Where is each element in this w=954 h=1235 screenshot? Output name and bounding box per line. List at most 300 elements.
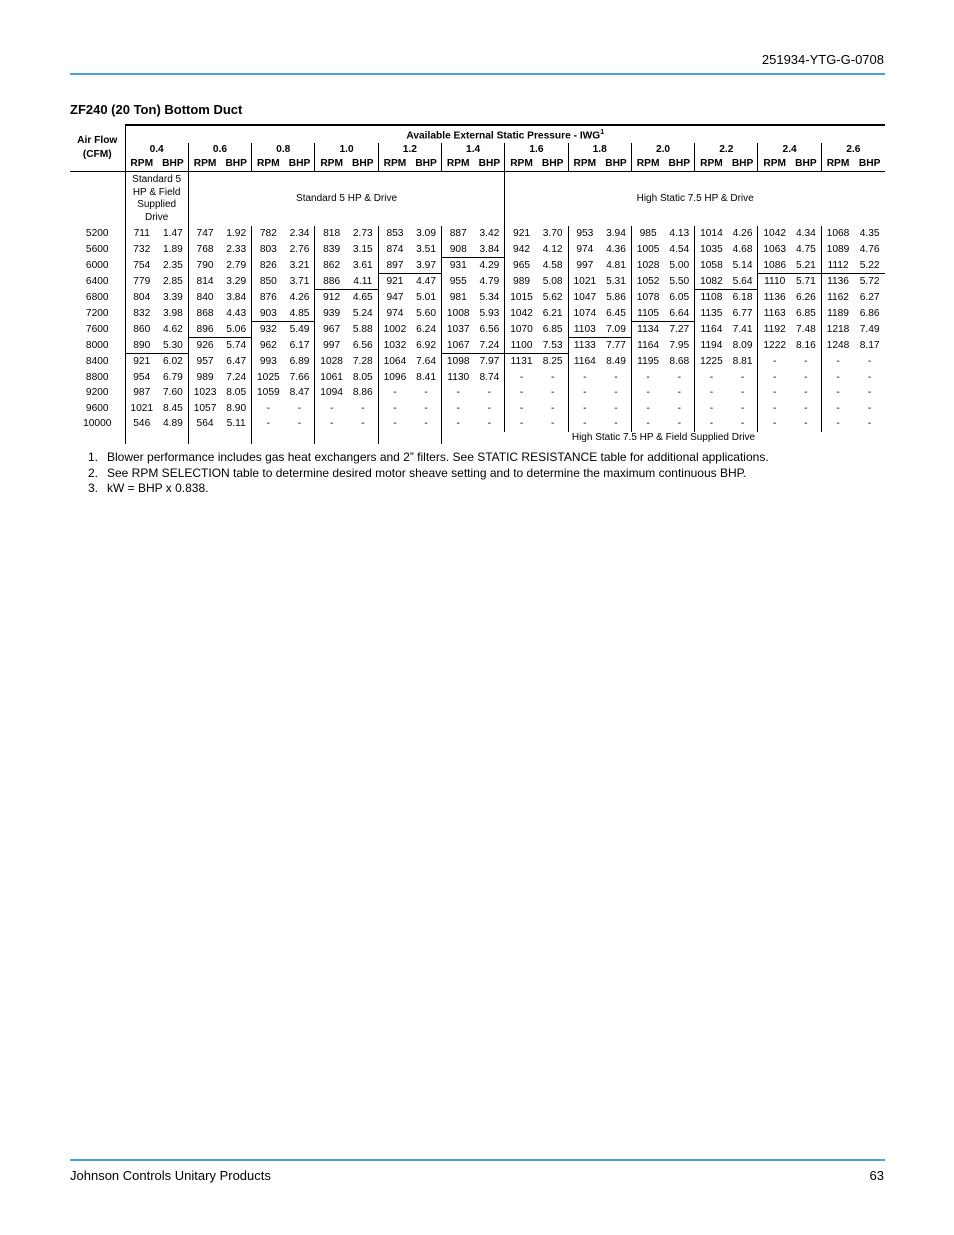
rpm-cell: - (568, 370, 601, 386)
bhp-cell: 3.21 (289, 259, 310, 271)
table-row (70, 258, 885, 274)
bhp-cell: - (424, 402, 428, 414)
bhp-cell: - (867, 371, 872, 383)
rpm-cell: 840 (188, 290, 221, 306)
bhp-cell: 5.00 (669, 259, 690, 271)
bhp-cell: - (614, 402, 618, 414)
bhp-cell: 7.28 (352, 355, 373, 367)
airflow-cell: 8400 (85, 355, 109, 367)
rpm-cell: 782 (252, 226, 285, 242)
bhp-cell: 4.58 (542, 259, 563, 271)
drive-note-bottom-row (70, 432, 885, 445)
bhp-cell: - (804, 402, 808, 414)
rpm-cell: 903 (252, 306, 285, 322)
rpm-cell: 1164 (695, 322, 728, 338)
bhp-cell: 3.97 (411, 258, 441, 274)
bhp-cell: - (867, 418, 872, 430)
bhp-header: BHP (728, 157, 758, 172)
bhp-cell: - (550, 371, 555, 383)
footnote (88, 450, 769, 466)
bhp-cell: - (297, 402, 302, 414)
rpm-cell: - (821, 416, 854, 432)
bhp-cell: 6.86 (859, 307, 880, 319)
rpm-cell: 711 (125, 226, 158, 242)
rpm-cell: - (758, 401, 791, 417)
rpm-cell: 1086 (758, 258, 791, 274)
pressure-header: 2.0 (631, 143, 694, 157)
rpm-cell: - (568, 385, 601, 401)
pressure-header-row (70, 143, 885, 157)
bhp-cell: 3.42 (479, 228, 500, 240)
rpm-header: RPM (188, 157, 221, 172)
rpm-cell: 953 (568, 226, 601, 242)
bhp-cell: 8.86 (352, 387, 373, 399)
rpm-cell: 839 (315, 242, 348, 258)
rpm-header: RPM (695, 157, 728, 172)
bhp-cell: 3.09 (416, 228, 436, 240)
rpm-cell: 1023 (188, 385, 221, 401)
bhp-cell: 4.13 (669, 228, 690, 240)
rpm-cell: 1052 (631, 274, 664, 290)
rpm-cell: 860 (125, 322, 158, 338)
bhp-cell: - (487, 402, 492, 414)
bhp-cell: 8.25 (542, 356, 563, 368)
rpm-cell: 1108 (695, 290, 728, 306)
rpm-header: RPM (125, 157, 158, 172)
bhp-cell: - (424, 387, 428, 399)
bhp-cell: 4.29 (479, 260, 500, 272)
footnote (88, 481, 769, 497)
airflow-cell: 6800 (85, 291, 109, 303)
rpm-cell: 1074 (568, 306, 601, 322)
airflow-cell: 6000 (85, 259, 109, 271)
rpm-cell: 1162 (821, 290, 854, 306)
rpm-cell: 921 (505, 226, 538, 242)
bhp-cell: 5.14 (732, 259, 753, 271)
bhp-cell: 5.60 (416, 307, 436, 319)
rpm-cell: - (505, 401, 538, 417)
rpm-cell: 887 (441, 226, 474, 242)
bhp-cell: 4.54 (669, 243, 690, 255)
pressure-header: 0.8 (252, 143, 315, 157)
table-row (70, 416, 885, 432)
rpm-header: RPM (568, 157, 601, 172)
bhp-cell: 7.95 (669, 339, 690, 351)
bhp-cell: 2.76 (289, 243, 310, 255)
rpm-cell: - (378, 385, 411, 401)
table-title: ZF240 (20 Ton) Bottom Duct (70, 102, 243, 117)
bhp-cell: 4.89 (162, 418, 183, 430)
bhp-cell: 6.02 (162, 356, 183, 368)
bhp-cell: 2.73 (352, 228, 373, 240)
rpm-cell: 1078 (631, 290, 664, 306)
rpm-cell: 1131 (505, 354, 538, 370)
bhp-cell: 2.79 (226, 259, 247, 271)
airflow-cell: 5600 (85, 243, 109, 255)
rpm-cell: 850 (252, 274, 285, 290)
top-rule (70, 73, 885, 75)
bhp-cell: 5.22 (854, 258, 885, 274)
bhp-cell: 7.09 (601, 322, 631, 338)
rpm-cell: - (378, 401, 411, 417)
static-pressure-header: Available External Static Pressure - IWG$^1$ (125, 125, 885, 143)
rpm-header: RPM (252, 157, 285, 172)
airflow-cell: 5200 (85, 228, 109, 240)
bhp-cell: - (740, 418, 745, 430)
rpm-cell: 962 (252, 338, 285, 354)
bhp-cell: 6.05 (669, 291, 690, 303)
bhp-cell: 1.47 (162, 228, 183, 240)
rpm-cell: 997 (315, 338, 348, 354)
pressure-header: 1.4 (441, 143, 504, 157)
bhp-cell: 2.85 (162, 275, 183, 287)
bhp-cell: 4.85 (285, 306, 315, 322)
rpm-cell: - (441, 416, 474, 432)
rpm-cell: - (758, 354, 791, 370)
bhp-cell: 5.74 (226, 340, 247, 352)
pressure-header: 1.2 (378, 143, 441, 157)
rpm-cell: - (821, 370, 854, 386)
rpm-cell: 853 (378, 226, 411, 242)
rpm-cell: 1028 (315, 354, 348, 370)
bhp-header: BHP (221, 157, 251, 172)
rpm-cell: 896 (188, 322, 221, 338)
airflow-cell: 8800 (85, 371, 109, 383)
rpm-cell: 1021 (125, 401, 158, 417)
bhp-header: BHP (348, 157, 378, 172)
rpm-cell: 1164 (631, 338, 664, 354)
bhp-cell: - (487, 418, 492, 430)
rpm-cell: 989 (188, 370, 221, 386)
rpm-cell: 1067 (441, 338, 474, 354)
pressure-header: 1.8 (568, 143, 631, 157)
rpm-cell: 1059 (252, 385, 285, 401)
bhp-header: BHP (285, 157, 315, 172)
rpm-cell: - (252, 416, 285, 432)
bhp-cell: 3.51 (416, 243, 436, 255)
bhp-cell: 4.43 (226, 307, 247, 319)
bhp-cell: - (804, 418, 808, 430)
bhp-cell: 4.62 (162, 323, 183, 335)
rpm-cell: 947 (378, 290, 411, 306)
rpm-cell: 974 (378, 306, 411, 322)
rpm-cell: - (695, 401, 728, 417)
table-row (70, 338, 885, 354)
bhp-cell: 5.30 (158, 338, 188, 354)
rpm-cell: 1042 (505, 306, 538, 322)
bhp-cell: 8.09 (732, 339, 753, 351)
bhp-cell: 5.31 (606, 275, 626, 287)
rpm-cell: - (695, 416, 728, 432)
bhp-cell: 8.41 (416, 371, 436, 383)
rpm-cell: 868 (188, 306, 221, 322)
bhp-cell: 5.64 (728, 274, 758, 290)
bhp-cell: 3.71 (289, 275, 310, 287)
rpm-cell: 1064 (378, 354, 411, 370)
bhp-cell: 8.17 (859, 339, 880, 351)
drive-note-standard-5: Standard 5 HP & Drive (188, 172, 504, 227)
bhp-cell: - (614, 387, 618, 399)
pressure-header: 1.6 (505, 143, 568, 157)
table-row (70, 401, 885, 417)
rpm-cell: 876 (252, 290, 285, 306)
bhp-cell: - (740, 387, 745, 399)
bhp-cell: 7.41 (732, 323, 753, 335)
pressure-header: 0.6 (188, 143, 251, 157)
bhp-cell: 6.18 (732, 292, 753, 304)
table-row (70, 354, 885, 370)
drive-note-high-static-7-5: High Static 7.5 HP & Drive (636, 193, 754, 205)
bhp-cell: 4.35 (859, 228, 880, 240)
bhp-header: BHP (158, 157, 188, 172)
bhp-cell: 8.05 (352, 371, 373, 383)
bhp-cell: 6.45 (606, 307, 626, 319)
rpm-cell: - (695, 370, 728, 386)
rpm-cell: - (631, 385, 664, 401)
rpm-cell: - (821, 354, 854, 370)
document-number: 251934-YTG-G-0708 (761, 52, 884, 67)
bhp-cell: 3.70 (542, 228, 563, 240)
bhp-cell: 6.79 (162, 371, 183, 383)
rpm-cell: - (758, 416, 791, 432)
rpm-cell: 804 (125, 290, 158, 306)
rpm-cell: - (505, 416, 538, 432)
rpm-cell: - (505, 385, 538, 401)
bhp-cell: 3.94 (606, 228, 626, 240)
bhp-cell: 6.77 (732, 307, 753, 319)
rpm-cell: 987 (125, 385, 158, 401)
rpm-cell: 768 (188, 242, 221, 258)
rpm-cell: 997 (568, 258, 601, 274)
rpm-cell: - (441, 385, 474, 401)
footnote-number: 3. (88, 481, 99, 496)
bhp-cell: 4.12 (542, 243, 563, 255)
bhp-cell: 5.49 (289, 324, 310, 336)
bhp-header: BHP (411, 157, 441, 172)
bhp-cell: 7.24 (226, 371, 247, 383)
rpm-cell: 747 (188, 226, 221, 242)
bhp-cell: 6.47 (226, 355, 247, 367)
rpm-cell: 989 (505, 274, 538, 290)
bhp-cell: 6.24 (416, 323, 436, 335)
rpm-cell: 955 (441, 274, 474, 290)
rpm-cell: 874 (378, 242, 411, 258)
rpm-header: RPM (441, 157, 474, 172)
bhp-cell: 6.64 (664, 306, 694, 322)
rpm-cell: 897 (378, 258, 411, 274)
rpm-cell: 818 (315, 226, 348, 242)
bhp-cell: 5.71 (795, 276, 816, 288)
bhp-cell: - (804, 371, 808, 383)
rpm-cell: - (315, 416, 348, 432)
rpm-cell: 1021 (568, 274, 601, 290)
bhp-cell: 4.36 (606, 243, 626, 255)
bhp-cell: 4.68 (732, 243, 753, 255)
drive-note-high-static-7-5-field: High Static 7.5 HP & Field Supplied Drive (441, 432, 885, 445)
rpm-cell: 803 (252, 242, 285, 258)
rpm-cell: - (631, 401, 664, 417)
bhp-cell: 8.74 (479, 371, 500, 383)
rpm-cell: 1096 (378, 370, 411, 386)
bhp-cell: 8.68 (669, 355, 690, 367)
airflow-cell: 6400 (85, 275, 109, 287)
bhp-cell: 7.24 (474, 338, 504, 354)
rpm-cell: 1195 (631, 354, 664, 370)
bhp-cell: - (867, 402, 872, 414)
table-row (70, 274, 885, 290)
bhp-cell: 7.64 (416, 355, 436, 367)
bhp-cell: 3.98 (162, 307, 183, 319)
bhp-cell: 8.16 (795, 339, 816, 351)
bhp-cell: - (550, 387, 555, 399)
rpm-cell: 1005 (631, 242, 664, 258)
rpm-cell: 754 (125, 258, 158, 274)
rpm-cell: 921 (125, 354, 158, 370)
pressure-header: 2.2 (695, 143, 758, 157)
rpm-header: RPM (631, 157, 664, 172)
rpm-cell: - (631, 416, 664, 432)
rpm-cell: 1094 (315, 385, 348, 401)
bhp-cell: 6.17 (289, 339, 310, 351)
rpm-cell: - (758, 385, 791, 401)
bhp-cell: 3.39 (162, 291, 183, 303)
rpm-cell: 1135 (695, 306, 728, 322)
rpm-cell: 1058 (695, 258, 728, 274)
bhp-cell: 7.53 (538, 338, 568, 354)
bhp-cell: 2.35 (162, 259, 183, 271)
rpm-cell: 1068 (821, 226, 854, 242)
rpm-cell: 546 (125, 416, 158, 432)
rpm-cell: 564 (188, 416, 221, 432)
bhp-cell: 4.26 (732, 228, 753, 240)
bhp-cell: - (424, 418, 428, 430)
bhp-cell: 5.88 (352, 323, 373, 335)
bhp-cell: 5.06 (221, 322, 251, 338)
table-row (70, 226, 885, 242)
rpm-cell: 1070 (505, 322, 538, 338)
rpm-cell: - (821, 385, 854, 401)
rpm-cell: 886 (315, 274, 348, 290)
rpm-cell: 1112 (821, 258, 854, 274)
airflow-cell: 9200 (85, 387, 109, 399)
bhp-cell: 6.89 (289, 355, 310, 367)
bhp-cell: 3.84 (474, 242, 504, 258)
bhp-cell: - (867, 355, 872, 367)
rpm-cell: 1014 (695, 226, 728, 242)
airflow-cell: 8000 (85, 339, 109, 351)
footnote-text: See RPM SELECTION table to determine desired motor sheave setting and to determine the maximum continuous BHP. (107, 465, 747, 480)
rpm-cell: 1110 (758, 274, 791, 290)
bhp-cell: - (804, 387, 808, 399)
rpm-cell: 1225 (695, 354, 728, 370)
bhp-cell: 6.85 (542, 323, 563, 335)
bhp-cell: 5.72 (859, 276, 880, 288)
rpm-cell: 981 (441, 290, 474, 306)
pressure-header: 0.4 (125, 143, 188, 157)
table-row (70, 306, 885, 322)
drive-note-standard-5-field: Standard 5 HP & Field Supplied Drive (125, 172, 188, 227)
rpm-cell: 1222 (758, 338, 791, 354)
bhp-cell: 5.11 (226, 418, 246, 430)
table-row (70, 370, 885, 386)
bhp-cell: - (740, 371, 745, 383)
rpm-header: RPM (378, 157, 411, 172)
rpm-cell: 1032 (378, 338, 411, 354)
bhp-cell: 7.97 (479, 356, 500, 368)
bhp-cell: 7.60 (162, 387, 183, 399)
rpm-cell: - (631, 370, 664, 386)
bhp-cell: 5.86 (606, 291, 626, 303)
rpm-bhp-header-row (70, 157, 885, 172)
rpm-cell: 939 (315, 306, 348, 322)
bhp-cell: 2.34 (289, 228, 310, 240)
table-row (70, 385, 885, 401)
rpm-cell: 1002 (378, 322, 411, 338)
rpm-cell: - (758, 370, 791, 386)
bhp-cell: 4.75 (795, 243, 816, 255)
airflow-cell: 7600 (85, 323, 109, 335)
rpm-cell: - (252, 401, 285, 417)
rpm-cell: 1082 (695, 274, 728, 290)
rpm-cell: 1192 (758, 322, 791, 338)
rpm-cell: 942 (505, 242, 538, 258)
bhp-cell: 8.90 (226, 402, 247, 414)
bhp-cell: 4.47 (416, 276, 436, 288)
bhp-cell: - (361, 402, 365, 414)
rpm-cell: 908 (441, 242, 474, 258)
rpm-cell: 1035 (695, 242, 728, 258)
bhp-cell: 5.24 (352, 307, 373, 319)
bhp-cell: 7.49 (859, 323, 880, 335)
rpm-cell: 954 (125, 370, 158, 386)
bhp-cell: 6.21 (542, 307, 563, 319)
bhp-cell: 8.05 (226, 387, 247, 399)
rpm-cell: 1089 (821, 242, 854, 258)
rpm-cell: - (568, 416, 601, 432)
rpm-cell: 814 (188, 274, 221, 290)
bhp-cell: 5.08 (542, 275, 563, 287)
rpm-cell: 1057 (188, 401, 221, 417)
rpm-cell: 931 (441, 258, 474, 274)
bhp-header: BHP (664, 157, 694, 172)
rpm-cell: - (821, 401, 854, 417)
bhp-cell: - (487, 387, 492, 399)
rpm-cell: 790 (188, 258, 221, 274)
rpm-cell: 862 (315, 258, 348, 274)
rpm-cell: - (441, 401, 474, 417)
bhp-cell: 7.27 (669, 324, 690, 336)
bhp-cell: 4.65 (352, 292, 373, 304)
bhp-cell: 6.26 (795, 291, 816, 303)
rpm-cell: 1134 (631, 322, 664, 338)
bhp-cell: - (804, 355, 808, 367)
airflow-cell: 9600 (85, 402, 109, 414)
rpm-cell: 1105 (631, 306, 664, 322)
bhp-cell: - (677, 387, 681, 399)
rpm-cell: 1047 (568, 290, 601, 306)
rpm-cell: 985 (631, 226, 664, 242)
bhp-cell: 5.62 (542, 291, 563, 303)
rpm-cell: 1136 (758, 290, 791, 306)
bhp-cell: 6.56 (352, 339, 373, 351)
bhp-cell: 4.81 (606, 259, 626, 271)
airflow-header: Air Flow (CFM) (70, 125, 125, 172)
footnote (88, 466, 769, 482)
rpm-cell: 890 (125, 338, 158, 354)
bhp-cell: 4.34 (795, 228, 816, 240)
bhp-cell: 6.27 (859, 291, 880, 303)
rpm-cell: 1164 (568, 354, 601, 370)
